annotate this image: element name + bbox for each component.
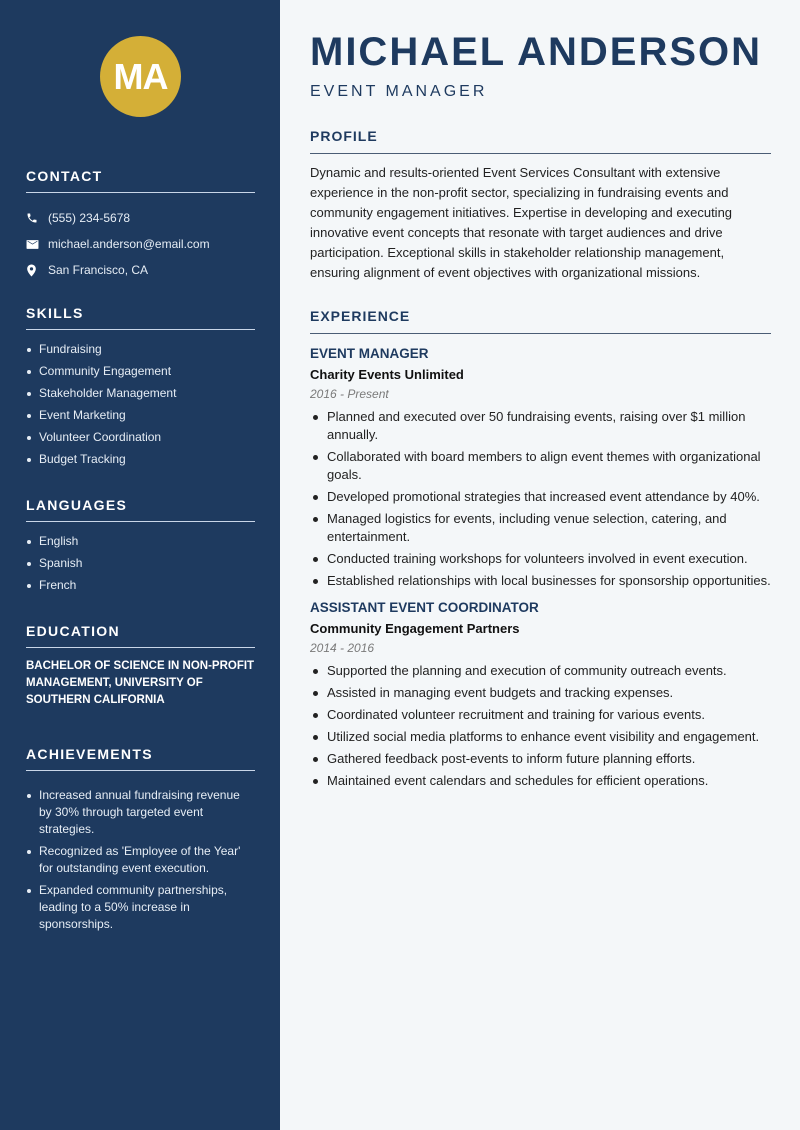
job-bullets xyxy=(310,408,771,590)
skills-list xyxy=(26,341,255,468)
job-dates: 2016 - Present xyxy=(310,387,389,401)
languages-heading: LANGUAGES xyxy=(26,497,255,522)
skills-heading: SKILLS xyxy=(26,305,255,330)
achievements-section xyxy=(26,746,255,938)
contact-email-text[interactable]: michael.anderson@email.com xyxy=(48,237,210,251)
job-bullet: Supported the planning and execution of community outreach events. xyxy=(310,662,771,680)
job-company: Community Engagement Partners xyxy=(310,621,520,636)
job-bullet: Assisted in managing event budgets and tracking expenses. xyxy=(310,684,771,702)
job-bullet: Developed promotional strategies that increased event attendance by 40%. xyxy=(310,488,771,506)
location-pin-icon xyxy=(26,264,48,277)
skill-item: Community Engagement xyxy=(26,363,255,380)
experience-section xyxy=(310,308,771,794)
contact-location xyxy=(26,257,255,283)
job-title: EVENT MANAGER xyxy=(310,346,429,361)
sidebar xyxy=(0,0,280,1130)
avatar xyxy=(100,36,181,117)
contact-phone xyxy=(26,205,255,231)
job-bullet: Utilized social media platforms to enhance event visibility and engagement. xyxy=(310,728,771,746)
language-item: English xyxy=(26,533,255,550)
skill-item: Volunteer Coordination xyxy=(26,429,255,446)
avatar-initials: MA xyxy=(113,55,168,97)
job-bullet: Established relationships with local businesses for sponsorship opportunities. xyxy=(310,572,771,590)
job-bullet: Coordinated volunteer recruitment and training for various events. xyxy=(310,706,771,724)
job-bullet: Maintained event calendars and schedules for efficient operations. xyxy=(310,772,771,790)
achievements-list xyxy=(26,787,255,933)
education-heading: EDUCATION xyxy=(26,623,255,648)
job-dates: 2014 - 2016 xyxy=(310,641,375,655)
profile-section xyxy=(310,128,771,283)
email-icon xyxy=(26,239,48,250)
experience-heading: EXPERIENCE xyxy=(310,308,771,334)
education-section xyxy=(26,623,255,709)
languages-list xyxy=(26,533,255,594)
job-title: ASSISTANT EVENT COORDINATOR xyxy=(310,600,539,615)
job-bullet: Conducted training workshops for volunteers involved in event execution. xyxy=(310,550,771,568)
job-entry xyxy=(310,600,771,790)
candidate-title: EVENT MANAGER xyxy=(310,83,488,100)
achievement-item: Increased annual fundraising revenue by 30% through targeted event strategies. xyxy=(26,787,255,838)
job-bullet: Gathered feedback post-events to inform future planning efforts. xyxy=(310,750,771,768)
job-bullet: Planned and executed over 50 fundraising events, raising over $1 million annually. xyxy=(310,408,771,444)
skills-section xyxy=(26,305,255,473)
candidate-name: MICHAEL ANDERSON xyxy=(310,30,763,74)
profile-heading: PROFILE xyxy=(310,128,771,154)
contact-location-text: San Francisco, CA xyxy=(48,263,149,277)
contact-email xyxy=(26,231,255,257)
contact-phone-text: (555) 234-5678 xyxy=(48,211,131,225)
profile-text: Dynamic and results-oriented Event Services Consultant with extensive experience in the non-profit sector, specializing in fundraising events and community engagement initiatives. Expertise in developing and executing innovative event concepts that resonate with target audiences and drive participation. Exceptional skills in stakeholder relationship management, ensuring alignment of event objectives with organizational missions. xyxy=(310,165,733,280)
achievement-item: Recognized as 'Employee of the Year' for outstanding event execution. xyxy=(26,843,255,877)
achievements-heading: ACHIEVEMENTS xyxy=(26,746,255,771)
job-entry xyxy=(310,346,771,590)
skill-item: Event Marketing xyxy=(26,407,255,424)
language-item: French xyxy=(26,577,255,594)
skill-item: Stakeholder Management xyxy=(26,385,255,402)
education-degree: BACHELOR OF SCIENCE IN NON-PROFIT MANAGEMENT, UNIVERSITY OF SOUTHERN CALIFORNIA xyxy=(26,660,255,706)
phone-icon xyxy=(26,212,48,224)
contact-heading: CONTACT xyxy=(26,168,255,193)
achievement-item: Expanded community partnerships, leading to a 50% increase in sponsorships. xyxy=(26,882,255,933)
job-bullet: Collaborated with board members to align event themes with organizational goals. xyxy=(310,448,771,484)
contact-section xyxy=(26,168,255,283)
skill-item: Budget Tracking xyxy=(26,451,255,468)
skill-item: Fundraising xyxy=(26,341,255,358)
job-company: Charity Events Unlimited xyxy=(310,367,464,382)
job-bullet: Managed logistics for events, including venue selection, catering, and entertainment. xyxy=(310,510,771,546)
language-item: Spanish xyxy=(26,555,255,572)
languages-section xyxy=(26,497,255,599)
job-bullets xyxy=(310,662,771,790)
